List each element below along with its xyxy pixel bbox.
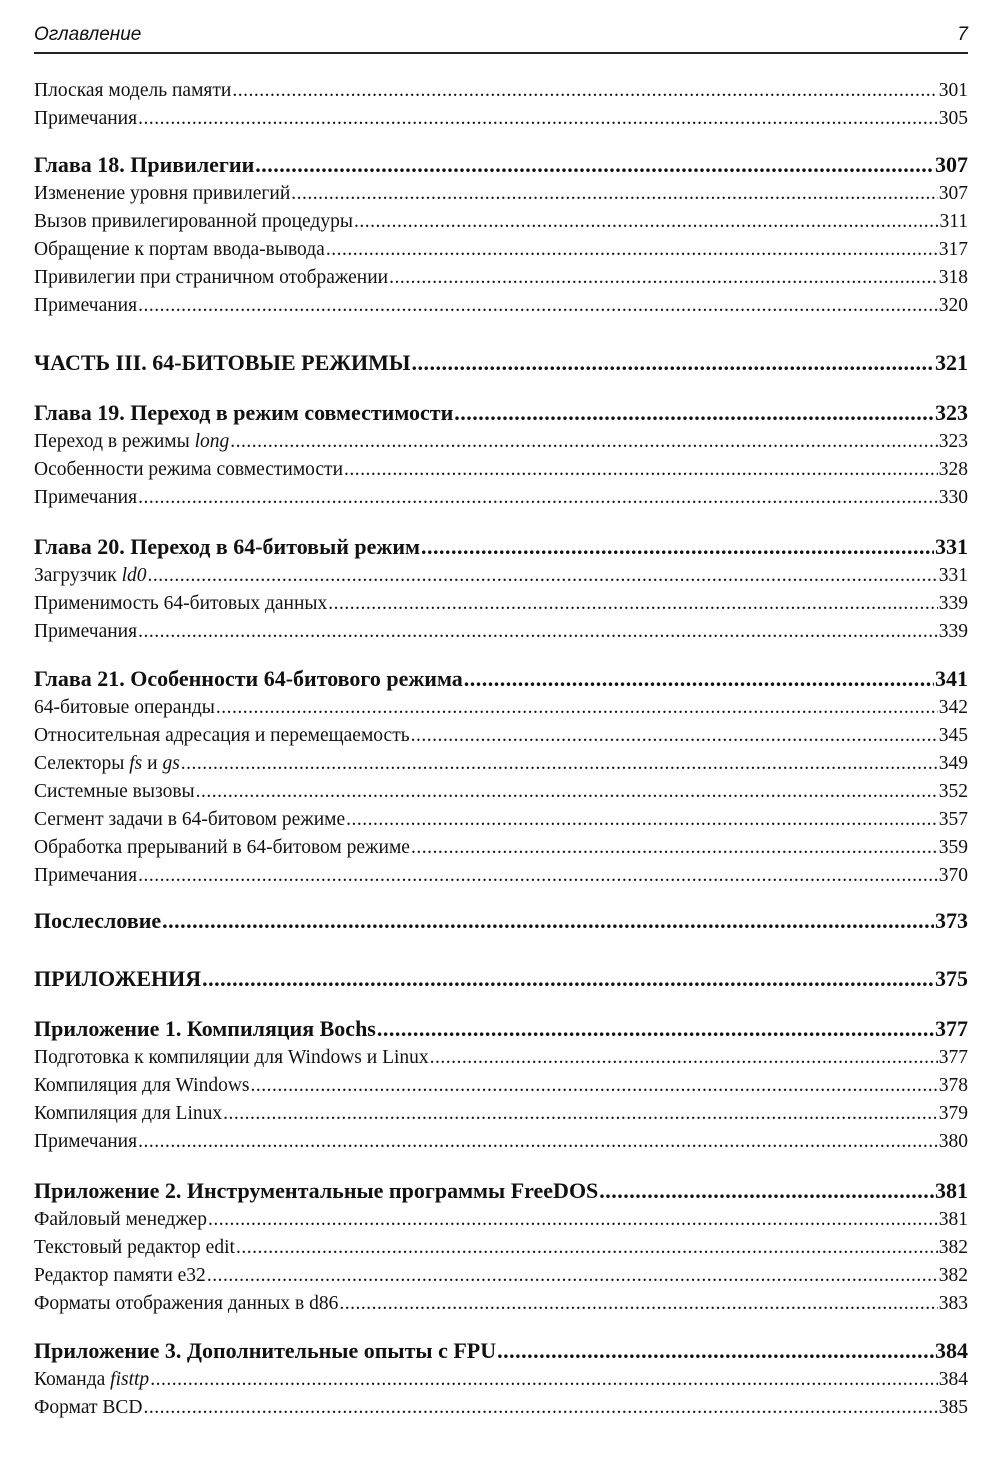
toc-title — [34, 562, 147, 589]
toc-page-number: 328 — [938, 459, 968, 480]
toc-title-text: ПРИЛОЖЕНИЯ — [34, 966, 202, 991]
toc-page-number: 377 — [938, 1047, 968, 1068]
toc-title — [34, 664, 463, 694]
toc-title — [34, 398, 453, 428]
toc-title-italic: fs — [129, 753, 143, 774]
toc-page-number: 349 — [938, 753, 968, 774]
dot-leader — [454, 398, 934, 428]
toc-title-italic: long — [194, 431, 230, 452]
dot-leader — [162, 906, 934, 936]
toc-page-number: 311 — [939, 211, 968, 232]
dot-leader — [138, 484, 938, 511]
toc-title — [34, 778, 195, 805]
toc-title-text: Примечания — [34, 487, 138, 508]
toc-title — [34, 208, 353, 235]
dot-leader — [421, 532, 934, 562]
dot-leader — [138, 862, 938, 889]
toc-page-number: 341 — [935, 666, 968, 691]
toc-title-text: Загрузчик — [34, 565, 122, 586]
toc-title-text: 64-битовые операнды — [34, 697, 215, 718]
toc-entry-row[interactable] — [34, 236, 968, 263]
dot-leader — [138, 105, 938, 132]
toc-chapter-row[interactable] — [34, 398, 968, 428]
toc-entry-row[interactable] — [34, 1128, 968, 1155]
toc-page-number: 307 — [935, 152, 968, 177]
dot-leader — [230, 428, 937, 455]
dot-leader — [150, 1366, 938, 1393]
toc-title-text: Глава 21. Особенности 64-битового режима — [34, 666, 463, 691]
toc-entry-row[interactable] — [34, 590, 968, 617]
toc-title — [34, 1206, 207, 1233]
toc-title — [34, 236, 325, 263]
toc-page-number: 305 — [938, 108, 968, 129]
toc-title — [34, 428, 229, 455]
toc-title-text: Примечания — [34, 1131, 138, 1152]
dot-leader — [251, 1072, 938, 1099]
toc-entry-row[interactable] — [34, 722, 968, 749]
toc-title-text: Текстовый редактор edit — [34, 1237, 235, 1258]
dot-leader — [196, 778, 938, 805]
toc-title-text: Редактор памяти e32 — [34, 1265, 206, 1286]
toc-page-number: 339 — [938, 621, 968, 642]
toc-page-number: 370 — [938, 865, 968, 886]
toc-title — [34, 77, 231, 104]
toc-title-text: Применимость 64-битовых данных — [34, 593, 328, 614]
dot-leader — [411, 834, 938, 861]
toc-page-number: 321 — [935, 350, 968, 375]
dot-leader — [181, 750, 938, 777]
toc-title-text: Примечания — [34, 865, 138, 886]
toc-entry-row[interactable] — [34, 456, 968, 483]
dot-leader — [430, 1044, 938, 1071]
toc-title-text: Обращение к портам ввода-вывода — [34, 239, 325, 260]
toc-entry-row[interactable] — [34, 428, 968, 455]
toc-page-number: 320 — [938, 295, 968, 316]
dot-leader — [207, 1262, 938, 1289]
toc-title — [34, 694, 215, 721]
toc-title-text: Изменение уровня привилегий — [34, 183, 291, 204]
toc-entry-row[interactable] — [34, 208, 968, 235]
toc-page-number: 339 — [938, 593, 968, 614]
toc-title-italic: ld0 — [121, 565, 147, 586]
toc-title — [34, 1044, 429, 1071]
dot-leader — [354, 208, 939, 235]
dot-leader — [138, 618, 938, 645]
toc-page-number: 384 — [935, 1338, 968, 1363]
toc-page-number: 345 — [938, 725, 968, 746]
toc-page-number: 342 — [938, 697, 968, 718]
toc-entry-row[interactable] — [34, 862, 968, 889]
toc-title — [34, 806, 345, 833]
toc-title — [34, 618, 137, 645]
toc-title-text: Приложение 2. Инструментальные программы FreeDOS — [34, 1178, 599, 1203]
toc-title-text: Компиляция для Linux — [34, 1103, 223, 1124]
dot-leader — [232, 77, 937, 104]
toc-title — [34, 484, 137, 511]
toc-entry-row[interactable] — [34, 1290, 968, 1317]
toc-chapter-row[interactable] — [34, 532, 968, 562]
toc-title-text: Сегмент задачи в 64-битовом режиме — [34, 809, 346, 830]
toc-title-text: Формат BCD — [34, 1397, 143, 1418]
toc-title — [34, 264, 388, 291]
toc-title-text: Переход в режимы — [34, 431, 195, 452]
dot-leader — [255, 150, 934, 180]
toc-page-number: 375 — [935, 966, 968, 991]
toc-title — [34, 105, 137, 132]
dot-leader — [138, 292, 938, 319]
toc-entry-row[interactable] — [34, 1394, 968, 1421]
dot-leader — [599, 1176, 934, 1206]
dot-leader — [326, 236, 938, 263]
toc-title — [34, 1072, 250, 1099]
toc-title — [34, 1176, 598, 1206]
toc-entry-row[interactable] — [34, 1234, 968, 1261]
toc-page-number: 384 — [938, 1369, 968, 1390]
toc-title-text: Файловый менеджер — [34, 1209, 207, 1230]
toc-title-text: Глава 19. Переход в режим совместимости — [34, 400, 454, 425]
toc-chapter-row[interactable] — [34, 906, 968, 936]
toc-entry-row[interactable] — [34, 264, 968, 291]
toc-entry-row[interactable] — [34, 1044, 968, 1071]
toc-page-number: 301 — [938, 80, 968, 101]
toc-page-number: 331 — [935, 534, 968, 559]
toc-entry-row[interactable] — [34, 618, 968, 645]
toc-entry-row[interactable] — [34, 180, 968, 207]
running-head — [34, 24, 968, 54]
dot-leader — [236, 1234, 938, 1261]
toc-page-number: 307 — [938, 183, 968, 204]
toc-page-number: 331 — [938, 565, 968, 586]
toc-page-number: 383 — [938, 1293, 968, 1314]
toc-entry-row[interactable] — [34, 1262, 968, 1289]
toc-chapter-row[interactable] — [34, 964, 968, 994]
running-head-title: Оглавление — [34, 24, 142, 45]
toc-page-number: 382 — [938, 1265, 968, 1286]
toc-title — [34, 532, 420, 562]
toc-title-italic: fisttp — [110, 1369, 150, 1390]
toc-entry-row[interactable] — [34, 1366, 968, 1393]
toc-title-text: Селекторы — [34, 753, 130, 774]
page-number: 7 — [957, 24, 968, 45]
toc-title — [34, 750, 180, 777]
toc-title-text: Примечания — [34, 108, 138, 129]
dot-leader — [202, 964, 934, 994]
toc-page-number: 382 — [938, 1237, 968, 1258]
dot-leader — [291, 180, 937, 207]
toc-title — [34, 590, 327, 617]
dot-leader — [389, 264, 938, 291]
toc-page-number: 323 — [935, 400, 968, 425]
dot-leader — [346, 806, 938, 833]
toc-title-text: Глава 20. Переход в 64-битовый режим — [34, 534, 421, 559]
toc-page-number: 377 — [935, 1016, 968, 1041]
toc-title-text: Обработка прерываний в 64-битовом режиме — [34, 837, 410, 858]
toc-title-text: Послесловие — [34, 908, 162, 933]
toc-entry-row[interactable] — [34, 778, 968, 805]
dot-leader — [411, 722, 938, 749]
toc-page-number: 318 — [938, 267, 968, 288]
toc-title — [34, 180, 290, 207]
toc-title — [34, 964, 201, 994]
dot-leader — [223, 1100, 938, 1127]
toc-title — [34, 1262, 206, 1289]
toc-title — [34, 456, 343, 483]
toc-title-text: Приложение 3. Дополнительные опыты с FPU — [34, 1338, 497, 1363]
toc-title — [34, 722, 410, 749]
toc-chapter-row[interactable] — [34, 1336, 968, 1366]
toc-entry-row[interactable] — [34, 562, 968, 589]
toc-entry-row[interactable] — [34, 1100, 968, 1127]
toc-title-text: Относительная адресация и перемещаемость — [34, 725, 410, 746]
toc-title-text: Примечания — [34, 621, 138, 642]
dot-leader — [412, 348, 934, 378]
toc-title-text: Приложение 1. Компиляция Bochs — [34, 1016, 376, 1041]
toc-entry-row[interactable] — [34, 806, 968, 833]
toc-title — [34, 862, 137, 889]
toc-title-text: Системные вызовы — [34, 781, 195, 802]
toc-title-text: Компиляция для Windows — [34, 1075, 250, 1096]
toc-chapter-row[interactable] — [34, 1014, 968, 1044]
toc-entry-row[interactable] — [34, 105, 968, 132]
toc-entry-row[interactable] — [34, 834, 968, 861]
dot-leader — [216, 694, 938, 721]
toc-page-number: 352 — [938, 781, 968, 802]
toc-title-text: ЧАСТЬ III. 64-БИТОВЫЕ РЕЖИМЫ — [34, 350, 411, 375]
dot-leader — [464, 664, 934, 694]
toc-title — [34, 1290, 338, 1317]
toc-page-number: 373 — [935, 908, 968, 933]
toc-title — [34, 1336, 496, 1366]
toc-title — [34, 834, 410, 861]
toc-page-number: 380 — [938, 1131, 968, 1152]
toc-title-text: Вызов привилегированной процедуры — [34, 211, 353, 232]
toc-chapter-row[interactable] — [34, 664, 968, 694]
toc-entry-row[interactable] — [34, 750, 968, 777]
toc-title — [34, 1366, 149, 1393]
toc-title — [34, 1128, 137, 1155]
toc-entry-row[interactable] — [34, 694, 968, 721]
dot-leader — [344, 456, 938, 483]
toc-title-text: Плоская модель памяти — [34, 80, 232, 101]
toc-entry-row[interactable] — [34, 77, 968, 104]
toc-title — [34, 1100, 222, 1127]
dot-leader — [138, 1128, 938, 1155]
toc-entry-row[interactable] — [34, 1072, 968, 1099]
toc-chapter-row[interactable] — [34, 1176, 968, 1206]
toc-chapter-row[interactable] — [34, 150, 968, 180]
toc-page-number: 323 — [938, 431, 968, 452]
toc-title — [34, 1394, 142, 1421]
dot-leader — [143, 1394, 937, 1421]
toc-entry-row[interactable] — [34, 484, 968, 511]
toc-chapter-row[interactable] — [34, 348, 968, 378]
toc-page-number: 317 — [938, 239, 968, 260]
dot-leader — [339, 1290, 937, 1317]
dot-leader — [148, 562, 938, 589]
toc-title-text: и — [142, 753, 163, 774]
toc-page-number: 378 — [938, 1075, 968, 1096]
toc-page-number: 357 — [938, 809, 968, 830]
toc-title-text: Форматы отображения данных в d86 — [34, 1293, 339, 1314]
toc-title — [34, 150, 254, 180]
toc-title-text: Глава 18. Привилегии — [34, 152, 255, 177]
dot-leader — [497, 1336, 934, 1366]
toc-title-text: Команда — [34, 1369, 111, 1390]
toc-page-number: 381 — [935, 1178, 968, 1203]
toc-title-text: Привилегии при страничном отображении — [34, 267, 389, 288]
dot-leader — [328, 590, 937, 617]
toc-page-number: 359 — [938, 837, 968, 858]
toc-title-text: Особенности режима совместимости — [34, 459, 344, 480]
toc-title — [34, 348, 411, 378]
toc-page-number: 385 — [938, 1397, 968, 1418]
toc-title-text: Подготовка к компиляции для Windows и Linux — [34, 1047, 429, 1068]
toc-title — [34, 1234, 235, 1261]
toc-page-number: 330 — [938, 487, 968, 508]
toc-title-text: Примечания — [34, 295, 138, 316]
toc-title — [34, 906, 161, 936]
toc-entry-row[interactable] — [34, 292, 968, 319]
dot-leader — [208, 1206, 938, 1233]
toc-title-italic: gs — [162, 753, 180, 774]
dot-leader — [377, 1014, 934, 1044]
toc-entry-row[interactable] — [34, 1206, 968, 1233]
toc-title — [34, 1014, 376, 1044]
toc-page-number: 379 — [938, 1103, 968, 1124]
toc-page-number: 381 — [938, 1209, 968, 1230]
toc-title — [34, 292, 137, 319]
